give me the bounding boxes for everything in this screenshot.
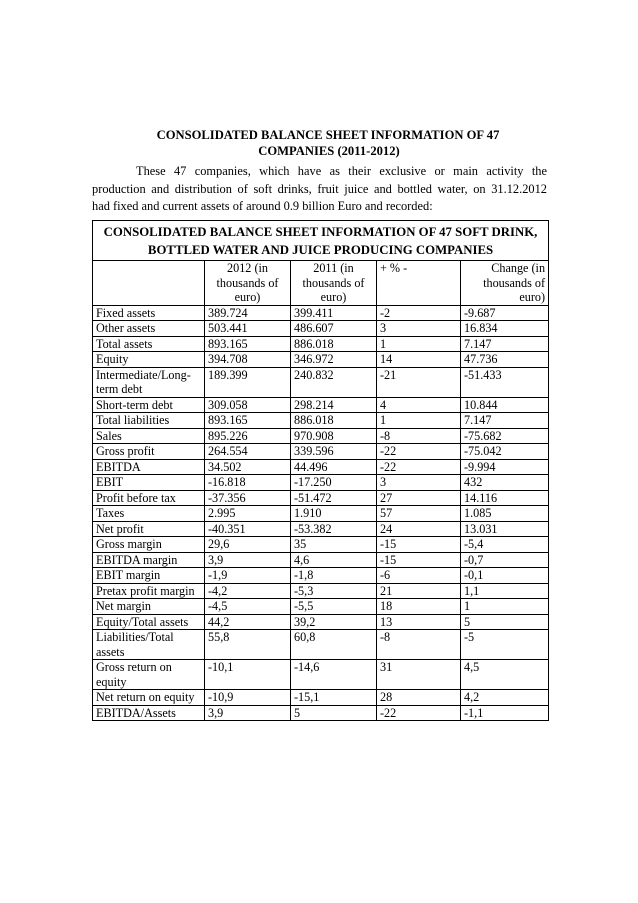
percent-change-cell: -8 bbox=[377, 630, 461, 660]
value-2012-cell: 893.165 bbox=[205, 413, 291, 429]
absolute-change-cell: 1,1 bbox=[461, 583, 549, 599]
percent-change-cell: 21 bbox=[377, 583, 461, 599]
value-2012-cell: 309.058 bbox=[205, 397, 291, 413]
value-2011-cell: -51.472 bbox=[291, 490, 377, 506]
row-label-cell: EBIT margin bbox=[93, 568, 205, 584]
value-2011-cell: 886.018 bbox=[291, 413, 377, 429]
value-2012-cell: 893.165 bbox=[205, 336, 291, 352]
value-2012-cell: 394.708 bbox=[205, 352, 291, 368]
value-2012-cell: -1,9 bbox=[205, 568, 291, 584]
value-2012-cell: 55,8 bbox=[205, 630, 291, 660]
absolute-change-cell: -0,1 bbox=[461, 568, 549, 584]
percent-change-cell: 1 bbox=[377, 336, 461, 352]
row-label-cell: Liabilities/Total assets bbox=[93, 630, 205, 660]
percent-change-cell: -15 bbox=[377, 552, 461, 568]
value-2011-cell: 399.411 bbox=[291, 305, 377, 321]
table-row bbox=[93, 568, 549, 584]
percent-change-cell: -21 bbox=[377, 367, 461, 397]
percent-change-cell: 13 bbox=[377, 614, 461, 630]
percent-change-cell: 4 bbox=[377, 397, 461, 413]
title-line-1: CONSOLIDATED BALANCE SHEET INFORMATION OF 47 bbox=[156, 128, 500, 142]
value-2012-cell: 264.554 bbox=[205, 444, 291, 460]
row-label-cell: Total assets bbox=[93, 336, 205, 352]
percent-change-cell: 1 bbox=[377, 413, 461, 429]
table-row bbox=[93, 583, 549, 599]
document-title bbox=[92, 127, 552, 159]
row-label-cell: Equity bbox=[93, 352, 205, 368]
percent-change-cell: -15 bbox=[377, 537, 461, 553]
absolute-change-cell: -9.687 bbox=[461, 305, 549, 321]
table-row bbox=[93, 413, 549, 429]
table-row bbox=[93, 630, 549, 660]
absolute-change-cell: 47.736 bbox=[461, 352, 549, 368]
table-row bbox=[93, 336, 549, 352]
absolute-change-cell: 7.147 bbox=[461, 336, 549, 352]
absolute-change-cell: 4,5 bbox=[461, 660, 549, 690]
percent-change-cell: -22 bbox=[377, 705, 461, 721]
value-2011-cell: 346.972 bbox=[291, 352, 377, 368]
value-2011-cell: 298.214 bbox=[291, 397, 377, 413]
row-label-cell: Fixed assets bbox=[93, 305, 205, 321]
table-header-row bbox=[93, 261, 549, 306]
value-2011-cell: 44.496 bbox=[291, 459, 377, 475]
absolute-change-cell: 5 bbox=[461, 614, 549, 630]
row-label-cell: Taxes bbox=[93, 506, 205, 522]
row-label-cell: Gross return on equity bbox=[93, 660, 205, 690]
value-2011-cell: 970.908 bbox=[291, 428, 377, 444]
value-2012-cell: 895.226 bbox=[205, 428, 291, 444]
value-2011-cell: -17.250 bbox=[291, 475, 377, 491]
value-2012-cell: -37.356 bbox=[205, 490, 291, 506]
row-label-cell: Gross margin bbox=[93, 537, 205, 553]
absolute-change-cell: 1 bbox=[461, 599, 549, 615]
percent-change-cell: 18 bbox=[377, 599, 461, 615]
value-2011-cell: 35 bbox=[291, 537, 377, 553]
percent-change-cell: 3 bbox=[377, 321, 461, 337]
value-2012-cell: 29,6 bbox=[205, 537, 291, 553]
absolute-change-cell: 7.147 bbox=[461, 413, 549, 429]
percent-change-cell: 14 bbox=[377, 352, 461, 368]
row-label-cell: Sales bbox=[93, 428, 205, 444]
percent-change-cell: 27 bbox=[377, 490, 461, 506]
table-row bbox=[93, 428, 549, 444]
row-label-cell: Total liabilities bbox=[93, 413, 205, 429]
row-label-cell: EBITDA margin bbox=[93, 552, 205, 568]
table-row bbox=[93, 552, 549, 568]
row-label-cell: EBITDA bbox=[93, 459, 205, 475]
table-row bbox=[93, 397, 549, 413]
table-row bbox=[93, 537, 549, 553]
value-2012-cell: 34.502 bbox=[205, 459, 291, 475]
value-2012-cell: 389.724 bbox=[205, 305, 291, 321]
absolute-change-cell: -9.994 bbox=[461, 459, 549, 475]
percent-change-cell: -8 bbox=[377, 428, 461, 444]
value-2012-cell: 44,2 bbox=[205, 614, 291, 630]
absolute-change-cell: -5,4 bbox=[461, 537, 549, 553]
value-2011-cell: -53.382 bbox=[291, 521, 377, 537]
value-2011-cell: 886.018 bbox=[291, 336, 377, 352]
table-row bbox=[93, 490, 549, 506]
table-row bbox=[93, 599, 549, 615]
percent-change-cell: -6 bbox=[377, 568, 461, 584]
table-body bbox=[93, 305, 549, 721]
value-2011-cell: 60,8 bbox=[291, 630, 377, 660]
percent-change-cell: 3 bbox=[377, 475, 461, 491]
absolute-change-cell: 10.844 bbox=[461, 397, 549, 413]
percent-change-cell: 24 bbox=[377, 521, 461, 537]
header-cell-2012: 2012 (in thousands of euro) bbox=[205, 261, 291, 306]
row-label-cell: Profit before tax bbox=[93, 490, 205, 506]
row-label-cell: Short-term debt bbox=[93, 397, 205, 413]
absolute-change-cell: -0,7 bbox=[461, 552, 549, 568]
table-row bbox=[93, 459, 549, 475]
intro-line-3: had fixed and current assets of around 0.9 billion Euro and recorded: bbox=[92, 199, 433, 213]
value-2011-cell: 240.832 bbox=[291, 367, 377, 397]
value-2012-cell: -10,9 bbox=[205, 690, 291, 706]
table-row bbox=[93, 705, 549, 721]
percent-change-cell: -22 bbox=[377, 459, 461, 475]
value-2012-cell: -4,5 bbox=[205, 599, 291, 615]
absolute-change-cell: 16.834 bbox=[461, 321, 549, 337]
table-row bbox=[93, 352, 549, 368]
value-2011-cell: 486.607 bbox=[291, 321, 377, 337]
value-2012-cell: -4,2 bbox=[205, 583, 291, 599]
table-row bbox=[93, 367, 549, 397]
value-2011-cell: 5 bbox=[291, 705, 377, 721]
table-row bbox=[93, 660, 549, 690]
row-label-cell: EBIT bbox=[93, 475, 205, 491]
value-2012-cell: -40.351 bbox=[205, 521, 291, 537]
intro-line-2: production and distribution of soft drinks, fruit juice and bottled water, on 31.12.2012 bbox=[92, 181, 547, 196]
value-2012-cell: -10,1 bbox=[205, 660, 291, 690]
table-row bbox=[93, 305, 549, 321]
row-label-cell: Equity/Total assets bbox=[93, 614, 205, 630]
table-row bbox=[93, 475, 549, 491]
absolute-change-cell: 13.031 bbox=[461, 521, 549, 537]
table-row bbox=[93, 614, 549, 630]
row-label-cell: EBITDA/Assets bbox=[93, 705, 205, 721]
intro-line-1: These 47 companies, which have as their exclusive or main activity the bbox=[136, 164, 547, 178]
header-cell-label bbox=[93, 261, 205, 306]
percent-change-cell: 28 bbox=[377, 690, 461, 706]
header-cell-percent: + % - bbox=[377, 261, 461, 306]
value-2011-cell: -5,3 bbox=[291, 583, 377, 599]
absolute-change-cell: -51.433 bbox=[461, 367, 549, 397]
header-cell-change: Change (in thousands of euro) bbox=[461, 261, 549, 306]
table-row bbox=[93, 506, 549, 522]
row-label-cell: Net margin bbox=[93, 599, 205, 615]
value-2012-cell: 503.441 bbox=[205, 321, 291, 337]
percent-change-cell: -22 bbox=[377, 444, 461, 460]
row-label-cell: Other assets bbox=[93, 321, 205, 337]
absolute-change-cell: 1.085 bbox=[461, 506, 549, 522]
table-caption: CONSOLIDATED BALANCE SHEET INFORMATION OF 47 SOFT DRINK, BOTTLED WATER AND JUICE PRODUCING COMPANIES bbox=[93, 221, 549, 261]
value-2011-cell: -1,8 bbox=[291, 568, 377, 584]
absolute-change-cell: -75.682 bbox=[461, 428, 549, 444]
title-line-2: COMPANIES (2011-2012) bbox=[258, 144, 400, 158]
value-2011-cell: -14,6 bbox=[291, 660, 377, 690]
value-2012-cell: 3,9 bbox=[205, 552, 291, 568]
header-cell-2011: 2011 (in thousands of euro) bbox=[291, 261, 377, 306]
row-label-cell: Net return on equity bbox=[93, 690, 205, 706]
intro-paragraph bbox=[92, 163, 547, 216]
value-2011-cell: -5,5 bbox=[291, 599, 377, 615]
value-2012-cell: 189.399 bbox=[205, 367, 291, 397]
row-label-cell: Pretax profit margin bbox=[93, 583, 205, 599]
table-row bbox=[93, 321, 549, 337]
table-row bbox=[93, 444, 549, 460]
absolute-change-cell: 14.116 bbox=[461, 490, 549, 506]
value-2011-cell: 1.910 bbox=[291, 506, 377, 522]
value-2011-cell: 339.596 bbox=[291, 444, 377, 460]
table-row bbox=[93, 521, 549, 537]
percent-change-cell: 57 bbox=[377, 506, 461, 522]
absolute-change-cell: -5 bbox=[461, 630, 549, 660]
percent-change-cell: 31 bbox=[377, 660, 461, 690]
absolute-change-cell: -75.042 bbox=[461, 444, 549, 460]
value-2012-cell: -16.818 bbox=[205, 475, 291, 491]
row-label-cell: Net profit bbox=[93, 521, 205, 537]
absolute-change-cell: -1,1 bbox=[461, 705, 549, 721]
value-2012-cell: 3,9 bbox=[205, 705, 291, 721]
table-row bbox=[93, 690, 549, 706]
absolute-change-cell: 4,2 bbox=[461, 690, 549, 706]
row-label-cell: Gross profit bbox=[93, 444, 205, 460]
value-2011-cell: 4,6 bbox=[291, 552, 377, 568]
value-2011-cell: 39,2 bbox=[291, 614, 377, 630]
value-2012-cell: 2.995 bbox=[205, 506, 291, 522]
row-label-cell: Intermediate/Long-term debt bbox=[93, 367, 205, 397]
value-2011-cell: -15,1 bbox=[291, 690, 377, 706]
balance-sheet-table bbox=[92, 220, 549, 721]
percent-change-cell: -2 bbox=[377, 305, 461, 321]
absolute-change-cell: 432 bbox=[461, 475, 549, 491]
